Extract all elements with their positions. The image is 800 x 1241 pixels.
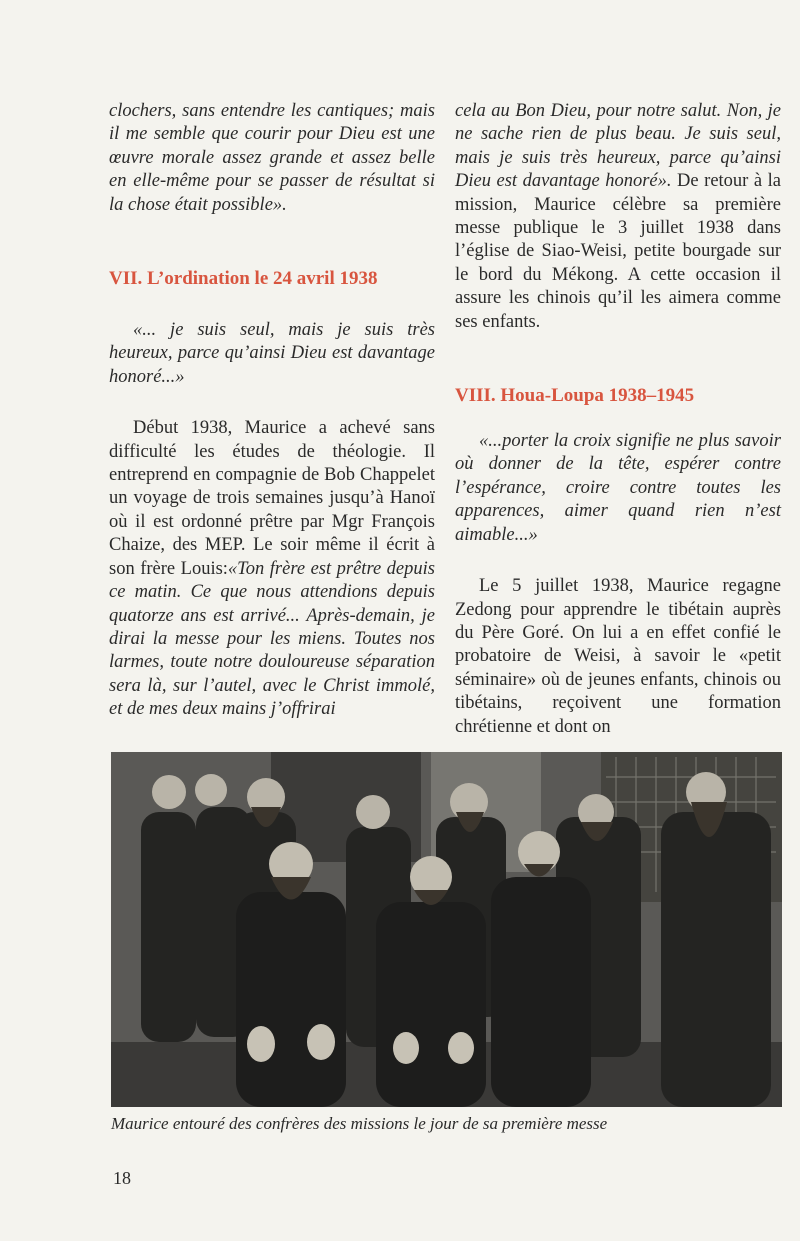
left-paragraph-1: clochers, sans entendre les cantiques; mais il me semble que courir pour Dieu est une œuvre morale assez grande et assez belle en elle-même pour se passer de résultat si la chose était possible». [109, 101, 435, 215]
left-paragraph-2 [109, 417, 435, 721]
photo-caption: Maurice entouré des confrères des missions le jour de sa première messe [111, 1114, 608, 1133]
section-heading-viii: VIII. Houa-Loupa 1938–1945 [455, 385, 695, 407]
right-paragraph-1 [455, 100, 781, 334]
right-paragraph-1-roman: De retour à la mission, Maurice célèbre sa première messe publique le 3 juillet 1938 dans l’église de Siao-Weisi, petite bourgade sur le bord du Mékong. A cette occasion il assure les chinois qu’il les aimera comme ses enfants. [455, 171, 781, 332]
section-heading-vii: VII. L’ordination le 24 avril 1938 [109, 268, 378, 290]
epigraph-vii: «... je suis seul, mais je suis très heureux, parce qu’ainsi Dieu est davantage honoré...» [109, 320, 435, 387]
group-photo [111, 752, 782, 1107]
right-column [455, 100, 781, 739]
right-paragraph-2: Le 5 juillet 1938, Maurice regagne Zedong pour apprendre le tibétain auprès du Père Goré. On lui a en effet confié le probatoire de Weisi, à savoir le «petit séminaire» où de jeunes enfants, chinois ou tibétains, reçoivent une formation chrétienne et dont on [455, 576, 781, 737]
left-column [109, 100, 435, 722]
left-paragraph-2-roman: Début 1938, Maurice a achevé sans difficulté les études de théologie. Il entreprend en compagnie de Bob Chappelet un voyage de trois semaines jusqu’à Hanoï où il est ordonné prêtre par Mgr François Chaize, des MEP. Le soir même il écrit à son frère Louis: [109, 418, 435, 579]
page-number: 18 [113, 1168, 131, 1188]
group-photo-illustration [111, 752, 782, 1107]
right-paragraph-1-italic: cela au Bon Dieu, pour notre salut. Non, je ne sache rien de plus beau. Je suis seul, mais je suis très heureux, parce qu’ainsi Dieu est davantage honoré». [455, 101, 781, 192]
left-paragraph-2-italic: «Ton frère est prêtre depuis ce matin. Ce que nous attendions depuis quatorze ans est arrivé... Après-demain, je dirai la messe pour les miens. Toutes nos larmes, toute notre douloureuse séparation sera là, sur l’autel, avec le Christ immolé, et de mes deux mains j’offrirai [109, 558, 435, 720]
epigraph-viii: «...porter la croix signifie ne plus savoir où donner de la tête, espérer contre l’espérance, croire contre toutes les apparences, aimer quand rien n’est aimable...» [455, 431, 781, 545]
